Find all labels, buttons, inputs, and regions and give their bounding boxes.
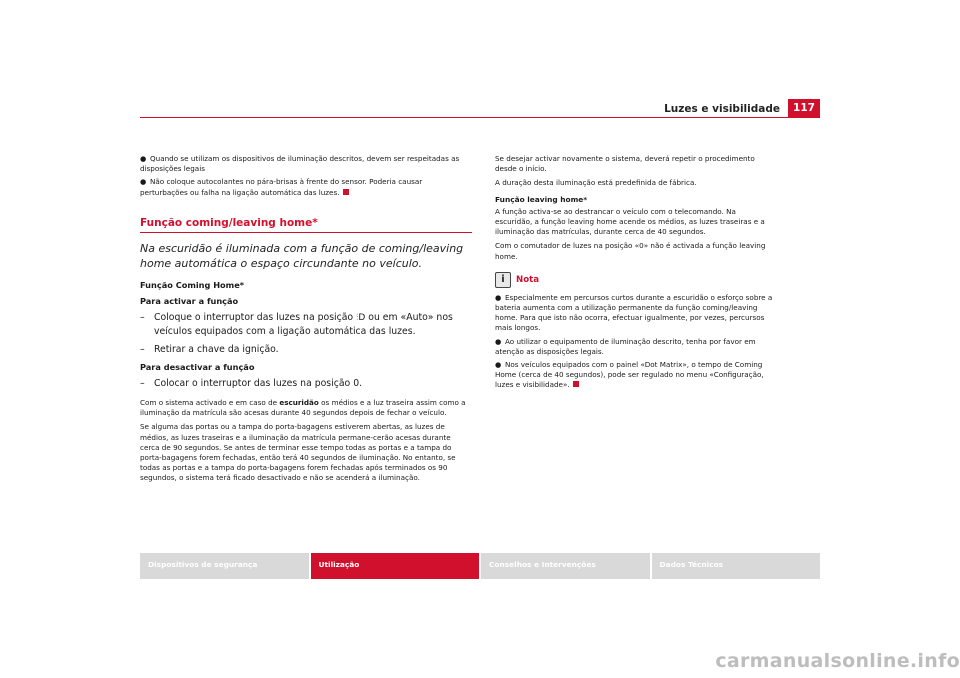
- note-bullet: ● Especialmente em percursos curtos durante a escuridão o esforço sobre a bateria aumenta com a utilização permanente da função coming/leaving home. Para que isto não ocorra, efectuar igualmente, por vezes, percursos mais longos.: [495, 292, 773, 333]
- activate-step-1: – Coloque o interruptor das luzes na posição ⫶D ou em «Auto» nos veículos equipados com a ligação automática das luzes.: [140, 312, 453, 338]
- bullet-item: ● Não coloque autocolantes no pára-brisas à frente do sensor. Poderia causar perturbações ou falha na ligação automática das luzes.: [140, 177, 423, 197]
- section-end-icon: [343, 189, 349, 195]
- bullet-icon: ●: [495, 336, 502, 346]
- right-column: [495, 154, 775, 394]
- bullet-icon: ●: [140, 154, 147, 163]
- leaving-home-heading: Função leaving home*: [495, 194, 588, 204]
- footer-tab-dados[interactable]: Dados Técnicos: [652, 553, 821, 579]
- dipped-beam-icon: ⫶D: [356, 313, 366, 324]
- page-number: 117: [788, 99, 820, 118]
- paragraph: Com o sistema activado e em caso de escuridão os médios e a luz traseira assim como a iluminação da matrícula são acesas durante 40 segundos depois de fechar o veículo.: [140, 398, 466, 418]
- footer-nav: [140, 553, 820, 579]
- note-bullet: ● Ao utilizar o equipamento de iluminação descrito, tenha por favor em atenção as disposições legais.: [495, 336, 756, 356]
- section-title: Função coming/leaving home*: [140, 218, 472, 233]
- info-note-icon: i: [495, 272, 511, 288]
- paragraph: Se desejar activar novamente o sistema, deverá repetir o procedimento desde o início.: [495, 154, 755, 174]
- section-end-icon: [573, 381, 579, 387]
- paragraph: Com o comutador de luzes na posição «0» não é activada a função leaving home.: [495, 241, 766, 261]
- watermark: carmanualsonline.info: [715, 650, 960, 672]
- bullet-icon: ●: [495, 292, 502, 302]
- deactivate-heading: Para desactivar a função: [140, 362, 255, 373]
- footer-tab-utilizacao[interactable]: Utilização: [311, 553, 480, 579]
- paragraph: A duração desta iluminação está predefinida de fábrica.: [495, 178, 697, 188]
- page-header-title: Luzes e visibilidade: [664, 103, 780, 115]
- activate-step-2: – Retirar a chave da ignição.: [140, 344, 279, 356]
- footer-tab-conselhos[interactable]: Conselhos e Intervenções: [481, 553, 650, 579]
- paragraph: Se alguma das portas ou a tampa do porta-bagagens estiverem abertas, as luzes de médios, as luzes traseiras e a iluminação da matrícula permane-cerão acesas durante cerca de 90 segundos. Se antes de terminar esse tempo todas as portas e a tampa do porta-bagagens forem fechadas, então terá 40 segundos de iluminação. No entanto, se todas as portas e a tampa do porta-bagagens forem fechadas após terminados os 90 segundos, o sistema terá ficado desactivado e não se acenderá a iluminação.: [140, 422, 456, 483]
- note-bullet: ● Nos veículos equipados com o painel «Dot Matrix», o tempo de Coming Home (cerca de 40 segundos), pode ser regulado no menu «Configuração, luzes e visibilidade».: [495, 360, 764, 390]
- paragraph: A função activa-se ao destrancar o veículo com o telecomando. Na escuridão, a função leaving home acende os médios, as luzes traseiras e a iluminação das matrículas, durante cerca de 40 segundos.: [495, 206, 765, 237]
- header-rule: [140, 117, 820, 118]
- bullet-icon: ●: [495, 360, 502, 370]
- left-column: [140, 154, 472, 488]
- note-label: Nota: [516, 274, 540, 285]
- coming-home-heading: Função Coming Home*: [140, 280, 245, 291]
- note-header: [495, 272, 775, 288]
- footer-tab-seguranca[interactable]: Dispositivos de segurança: [140, 553, 309, 579]
- section-lead: Na escuridão é iluminada com a função de coming/leaving home automática o espaço circundante no veículo.: [140, 242, 464, 271]
- bullet-icon: ●: [140, 177, 147, 187]
- bullet-item: ● Quando se utilizam os dispositivos de iluminação descritos, devem ser respeitadas as disposições legais: [140, 154, 460, 174]
- deactivate-step-1: – Colocar o interruptor das luzes na posição 0.: [140, 378, 363, 390]
- activate-heading: Para activar a função: [140, 296, 239, 307]
